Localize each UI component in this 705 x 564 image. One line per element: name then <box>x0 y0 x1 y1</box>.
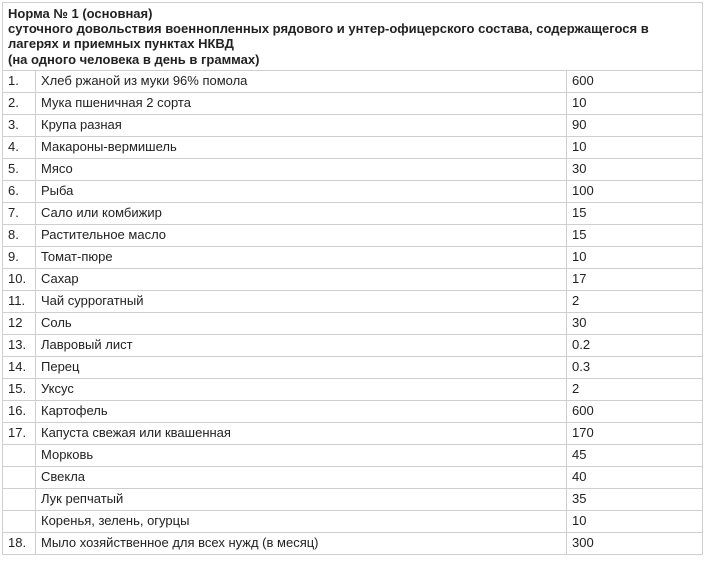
table-row <box>3 532 703 554</box>
row-number-cell: 7. <box>3 202 36 224</box>
item-name-cell: Коренья, зелень, огурцы <box>36 510 567 532</box>
row-number-cell: 16. <box>3 400 36 422</box>
item-name-cell: Морковь <box>36 444 567 466</box>
ration-table <box>2 2 703 555</box>
table-row <box>3 422 703 444</box>
table-row <box>3 312 703 334</box>
row-number-cell: 12 <box>3 312 36 334</box>
item-name-cell: Томат-пюре <box>36 246 567 268</box>
table-row <box>3 114 703 136</box>
row-number-cell: 11. <box>3 290 36 312</box>
row-number-cell <box>3 488 36 510</box>
grams-value-cell: 170 <box>567 422 703 444</box>
grams-value-cell: 2 <box>567 378 703 400</box>
grams-value-cell: 600 <box>567 400 703 422</box>
row-number-cell: 4. <box>3 136 36 158</box>
table-header-row <box>3 3 703 71</box>
grams-value-cell: 2 <box>567 290 703 312</box>
row-number-cell: 17. <box>3 422 36 444</box>
grams-value-cell: 100 <box>567 180 703 202</box>
grams-value-cell: 30 <box>567 312 703 334</box>
item-name-cell: Капуста свежая или квашенная <box>36 422 567 444</box>
row-number-cell: 8. <box>3 224 36 246</box>
item-name-cell: Крупа разная <box>36 114 567 136</box>
grams-value-cell: 600 <box>567 70 703 92</box>
grams-value-cell: 17 <box>567 268 703 290</box>
item-name-cell: Макароны-вермишель <box>36 136 567 158</box>
table-units-note: (на одного человека в день в граммах) <box>8 51 260 67</box>
table-row <box>3 136 703 158</box>
grams-value-cell: 10 <box>567 246 703 268</box>
table-row <box>3 290 703 312</box>
item-name-cell: Лук репчатый <box>36 488 567 510</box>
row-number-cell: 13. <box>3 334 36 356</box>
table-row <box>3 400 703 422</box>
grams-value-cell: 15 <box>567 224 703 246</box>
item-name-cell: Свекла <box>36 466 567 488</box>
table-row <box>3 180 703 202</box>
row-number-cell <box>3 510 36 532</box>
grams-value-cell: 35 <box>567 488 703 510</box>
item-name-cell: Мука пшеничная 2 сорта <box>36 92 567 114</box>
row-number-cell: 18. <box>3 532 36 554</box>
table-row <box>3 224 703 246</box>
table-row <box>3 356 703 378</box>
table-row <box>3 510 703 532</box>
row-number-cell: 5. <box>3 158 36 180</box>
table-title: Норма № 1 (основная) <box>8 6 153 21</box>
table-row <box>3 158 703 180</box>
item-name-cell: Перец <box>36 356 567 378</box>
row-number-cell: 10. <box>3 268 36 290</box>
grams-value-cell: 15 <box>567 202 703 224</box>
row-number-cell: 1. <box>3 70 36 92</box>
ration-table-body <box>3 3 703 555</box>
table-row <box>3 466 703 488</box>
grams-value-cell: 10 <box>567 510 703 532</box>
table-subtitle-line-2: лагерях и приемных пунктах НКВД <box>8 36 234 52</box>
table-row <box>3 70 703 92</box>
table-row <box>3 444 703 466</box>
row-number-cell: 14. <box>3 356 36 378</box>
grams-value-cell: 0.3 <box>567 356 703 378</box>
table-row <box>3 334 703 356</box>
table-row <box>3 378 703 400</box>
row-number-cell: 3. <box>3 114 36 136</box>
item-name-cell: Рыба <box>36 180 567 202</box>
table-row <box>3 202 703 224</box>
grams-value-cell: 10 <box>567 92 703 114</box>
row-number-cell: 15. <box>3 378 36 400</box>
item-name-cell: Картофель <box>36 400 567 422</box>
item-name-cell: Лавровый лист <box>36 334 567 356</box>
row-number-cell: 9. <box>3 246 36 268</box>
row-number-cell: 2. <box>3 92 36 114</box>
item-name-cell: Чай суррогатный <box>36 290 567 312</box>
row-number-cell <box>3 444 36 466</box>
grams-value-cell: 40 <box>567 466 703 488</box>
grams-value-cell: 300 <box>567 532 703 554</box>
grams-value-cell: 0.2 <box>567 334 703 356</box>
item-name-cell: Хлеб ржаной из муки 96% помола <box>36 70 567 92</box>
table-row <box>3 92 703 114</box>
item-name-cell: Сало или комбижир <box>36 202 567 224</box>
item-name-cell: Растительное масло <box>36 224 567 246</box>
table-row <box>3 268 703 290</box>
item-name-cell: Мыло хозяйственное для всех нужд (в месяц) <box>36 532 567 554</box>
item-name-cell: Мясо <box>36 158 567 180</box>
item-name-cell: Уксус <box>36 378 567 400</box>
row-number-cell: 6. <box>3 180 36 202</box>
grams-value-cell: 90 <box>567 114 703 136</box>
table-subtitle-line-1: суточного довольствия военнопленных рядового и унтер-офицерского состава, содержащегося в <box>8 21 649 37</box>
row-number-cell <box>3 466 36 488</box>
item-name-cell: Соль <box>36 312 567 334</box>
grams-value-cell: 10 <box>567 136 703 158</box>
grams-value-cell: 30 <box>567 158 703 180</box>
table-row <box>3 246 703 268</box>
item-name-cell: Сахар <box>36 268 567 290</box>
table-row <box>3 488 703 510</box>
grams-value-cell: 45 <box>567 444 703 466</box>
table-header-cell <box>3 3 703 71</box>
